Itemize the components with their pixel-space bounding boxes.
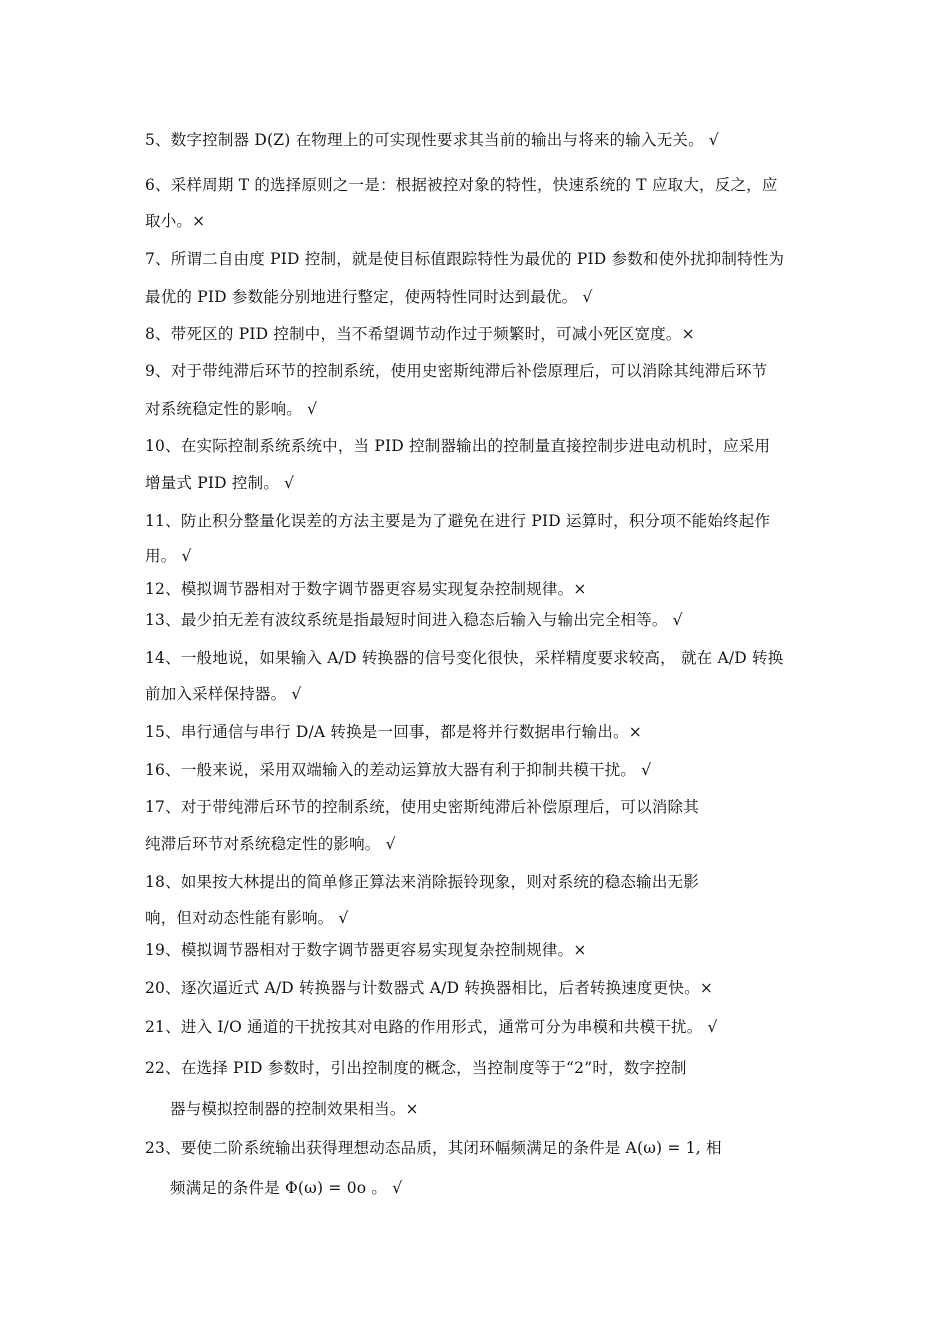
item-14-line-2: 前加入采样保持器。 √ (145, 685, 302, 703)
item-11-line-2: 用。 √ (145, 547, 192, 565)
item-6-line-2: 取小。× (145, 212, 206, 230)
item-15-line-1: 15、串行通信与串行 D/A 转换是一回事，都是将并行数据串行输出。× (145, 723, 642, 741)
item-16-line-1: 16、一般来说，采用双端输入的差动运算放大器有利于抑制共模干扰。 √ (145, 761, 652, 779)
item-7-line-1: 7、所谓二自由度 PID 控制，就是使目标值跟踪特性为最优的 PID 参数和使外扰抑制特性为 (145, 250, 785, 268)
item-22-line-2: 器与模拟控制器的控制效果相当。× (170, 1100, 419, 1118)
item-5-line-1: 5、数字控制器 D(Z) 在物理上的可实现性要求其当前的输出与将来的输入无关。 √ (145, 131, 720, 149)
item-13-line-1: 13、最少拍无差有波纹系统是指最短时间进入稳态后输入与输出完全相等。 √ (145, 611, 683, 629)
item-20-line-1: 20、逐次逼近式 A/D 转换器与计数器式 A/D 转换器相比，后者转换速度更快。× (145, 979, 714, 997)
item-6-line-1: 6、采样周期 T 的选择原则之一是：根据被控对象的特性，快速系统的 T 应取大，反之，应 (145, 176, 778, 194)
item-21-line-1: 21、进入 I/O 通道的干扰按其对电路的作用形式，通常可分为串模和共模干扰。 √ (145, 1018, 718, 1036)
item-23-line-2: 频满足的条件是 Φ(ω) = 0ο 。 √ (170, 1179, 403, 1197)
item-12-line-1: 12、模拟调节器相对于数字调节器更容易实现复杂控制规律。× (145, 580, 587, 598)
item-17-line-1: 17、对于带纯滞后环节的控制系统，使用史密斯纯滞后补偿原理后，可以消除其 (145, 798, 699, 816)
item-19-line-1: 19、模拟调节器相对于数字调节器更容易实现复杂控制规律。× (145, 941, 587, 959)
item-23-line-1: 23、要使二阶系统输出获得理想动态品质，其闭环幅频满足的条件是 A(ω) = 1, 相 (145, 1139, 722, 1157)
item-22-line-1: 22、在选择 PID 参数时，引出控制度的概念，当控制度等于“2”时，数字控制 (145, 1059, 687, 1077)
item-8-line-1: 8、带死区的 PID 控制中，当不希望调节动作过于频繁时，可减小死区宽度。× (145, 325, 695, 343)
item-10-line-1: 10、在实际控制系统系统中，当 PID 控制器输出的控制量直接控制步进电动机时，应采用 (145, 437, 771, 455)
item-18-line-2: 响，但对动态性能有影响。 √ (145, 909, 349, 927)
item-11-line-1: 11、防止积分整量化误差的方法主要是为了避免在进行 PID 运算时，积分项不能始终起作 (145, 512, 771, 530)
item-18-line-1: 18、如果按大林提出的简单修正算法来消除振铃现象，则对系统的稳态输出无影 (145, 873, 699, 891)
item-9-line-2: 对系统稳定性的影响。 √ (145, 400, 318, 418)
item-9-line-1: 9、对于带纯滞后环节的控制系统，使用史密斯纯滞后补偿原理后，可以消除其纯滞后环节 (145, 362, 768, 380)
item-10-line-2: 增量式 PID 控制。 √ (145, 474, 295, 492)
item-14-line-1: 14、一般地说，如果输入 A/D 转换器的信号变化很快，采样精度要求较高， 就在 A/D 转换 (145, 649, 784, 667)
item-7-line-2: 最优的 PID 参数能分别地进行整定，使两特性同时达到最优。 √ (145, 288, 593, 306)
item-17-line-2: 纯滞后环节对系统稳定性的影响。 √ (145, 835, 396, 853)
